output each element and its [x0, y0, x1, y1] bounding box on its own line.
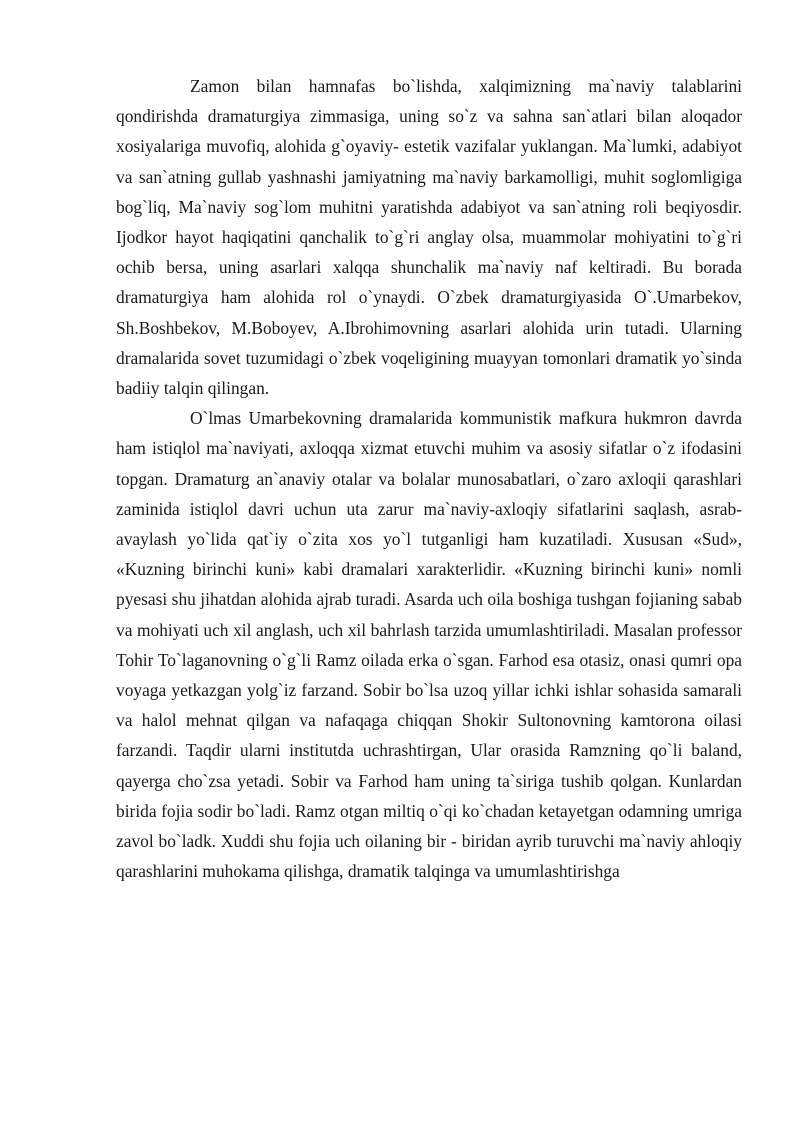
paragraph-2: O`lmas Umarbekovning dramalarida kommunistik mafkura hukmron davrda ham istiqlol ma`naviyati, axloqqa xizmat etuvchi muhim va asosiy sifatlar o`z ifodasini topgan. Dramaturg an`anaviy otalar va bolalar munosabatlari, o`zaro axloqii qarashlari zaminida istiqlol davri uchun uta zarur ma`naviy-axloqiy sifatlarini saqlash, asrab-avaylash yo`lida qat`iy o`zita xos yo`l tutganligi ham kuzatiladi. Xususan «Sud», «Kuzning birinchi kuni» kabi dramalari xarakterlidir. «Kuzning birinchi kuni» nomli pyesasi shu jihatdan alohida ajrab turadi. Asarda uch oila boshiga tushgan fojianing sabab va mohiyati uch xil anglash, uch xil bahrlash tarzida umumlashtiriladi. Masalan professor Tohir To`laganovning o`g`li Ramz oilada erka o`sgan. Farhod esa otasiz, onasi qumri opa voyaga yetkazgan yolg`iz farzand. Sobir bo`lsa uzoq yillar ichki ishlar sohasida samarali va halol mehnat qilgan va nafaqaga chiqqan Shokir Sultonovning kamtorona oilasi farzandi. Taqdir ularni institutda uchrashtirgan, Ular orasida Ramzning qo`li baland, qayerga cho`zsa yetadi. Sobir va Farhod ham uning ta`siriga tushib qolgan. Kunlardan birida fojia sodir bo`ladi. Ramz otgan miltiq o`qi ko`chadan ketayetgan odamning umriga zavol bo`ladk. Xuddi shu fojia uch oilaning bir - biridan ayrib turuvchi ma`naviy ahloqiy qarashlarini muhokama qilishga, dramatik talqinga va umumlashtirishga — [116, 408, 742, 882]
document-body — [116, 71, 742, 886]
paragraph-1: Zamon bilan hamnafas bo`lishda, xalqimizning ma`naviy talablarini qondirishda dramaturgiya zimmasiga, uning so`z va sahna san`atlari bilan aloqador xosiyalariga muvofiq, alohida g`oyaviy- estetik vazifalar yuklangan. Ma`lumki, adabiyot va san`atning gullab yashnashi jamiyatning ma`naviy barkamolligi, muhit soglomligiga bog`liq, Ma`naviy sog`lom muhitni yaratishda adabiyot va san`atning roli beqiyosdir. Ijodkor hayot haqiqatini qanchalik to`g`ri anglay olsa, muammolar mohiyatini to`g`ri ochib bersa, uning asarlari xalqqa shunchalik ma`naviy naf keltiradi. Bu borada dramaturgiya ham alohida rol o`ynaydi. O`zbek dramaturgiyasida O`.Umarbekov, Sh.Boshbekov, M.Boboyev, A.Ibrohimovning asarlari alohida urin tutadi. Ularning dramalarida sovet tuzumidagi o`zbek voqeligining muayyan tomonlari dramatik yo`sinda badiiy talqin qilingan. — [116, 76, 742, 399]
